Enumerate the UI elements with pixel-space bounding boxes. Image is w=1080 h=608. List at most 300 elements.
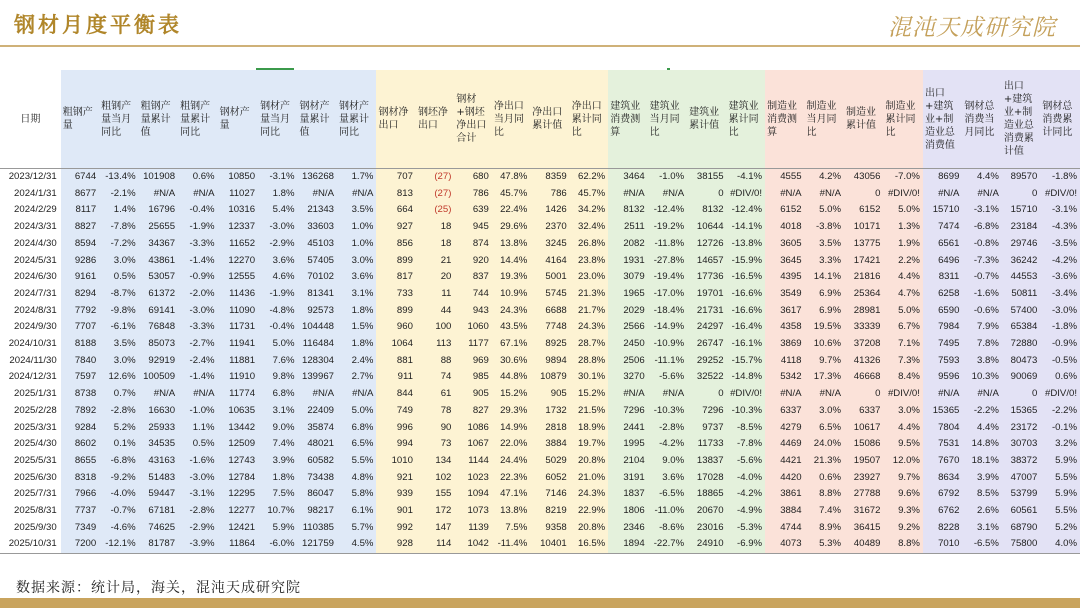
table-cell: -16.4% — [727, 319, 765, 336]
column-header: 钢材产量累计同比 — [337, 70, 376, 169]
table-cell: 6.1% — [337, 503, 376, 520]
table-cell: 50811 — [1002, 286, 1040, 303]
table-cell: 48021 — [298, 436, 337, 453]
table-cell: 4073 — [765, 536, 804, 553]
table-cell: 3.5% — [805, 236, 844, 253]
table-cell: 14.8% — [962, 436, 1001, 453]
table-cell: -6.0% — [258, 536, 297, 553]
row-date: 2025/7/31 — [0, 486, 61, 503]
table-cell: 5745 — [530, 286, 569, 303]
table-cell: #N/A — [139, 386, 178, 403]
table-cell: 786 — [530, 186, 569, 203]
table-cell: -6.1% — [99, 319, 138, 336]
table-cell: 22.0% — [492, 436, 530, 453]
table-cell: 7.9% — [962, 319, 1001, 336]
table-row — [0, 470, 1080, 487]
table-cell: -6.9% — [727, 536, 765, 553]
table-row — [0, 236, 1080, 253]
table-cell: 13.8% — [492, 236, 530, 253]
table-cell: -11.1% — [648, 353, 687, 370]
table-cell: 8.8% — [805, 486, 844, 503]
table-cell: 3079 — [608, 269, 647, 286]
table-cell: 5.0% — [883, 202, 922, 219]
table-cell: -7.2% — [99, 236, 138, 253]
table-cell: 8132 — [687, 202, 726, 219]
table-row — [0, 336, 1080, 353]
table-cell: 57405 — [298, 253, 337, 270]
table-cell: 11652 — [218, 236, 258, 253]
table-cell: 4.4% — [883, 420, 922, 437]
table-cell: -4.9% — [727, 503, 765, 520]
table-cell: 1.0% — [337, 236, 376, 253]
table-cell: 6590 — [923, 303, 962, 320]
table-cell: 9.0% — [648, 453, 687, 470]
table-row — [0, 219, 1080, 236]
table-cell: 11864 — [218, 536, 258, 553]
table-cell: -27.8% — [648, 253, 687, 270]
table-cell: 78 — [416, 403, 454, 420]
table-cell: 11 — [416, 286, 454, 303]
table-cell: 994 — [376, 436, 415, 453]
table-cell: 996 — [376, 420, 415, 437]
table-cell: 17.3% — [805, 369, 844, 386]
table-cell: 12.0% — [883, 453, 922, 470]
table-cell: -0.7% — [99, 503, 138, 520]
table-cell: 4.4% — [962, 420, 1001, 437]
table-cell: 7.3% — [883, 353, 922, 370]
table-header-row — [0, 70, 1080, 169]
table-cell: 7737 — [61, 503, 99, 520]
table-cell: 3617 — [765, 303, 804, 320]
table-cell: 24297 — [687, 319, 726, 336]
table-cell: 14657 — [687, 253, 726, 270]
table-cell: #N/A — [178, 186, 217, 203]
table-cell: -2.4% — [178, 353, 217, 370]
table-cell: 134 — [416, 453, 454, 470]
table-cell: 8602 — [61, 436, 99, 453]
table-cell: 1.8% — [258, 186, 297, 203]
table-cell: 4.5% — [337, 536, 376, 553]
table-cell: 0 — [1002, 386, 1040, 403]
table-cell: (27) — [416, 186, 454, 203]
table-cell: 1.7% — [337, 169, 376, 186]
table-cell: 3.5% — [337, 202, 376, 219]
table-cell: 3645 — [765, 253, 804, 270]
table-cell: 139967 — [298, 369, 337, 386]
table-cell: 7804 — [923, 420, 962, 437]
table-cell: 3.6% — [337, 269, 376, 286]
table-cell: 1965 — [608, 286, 647, 303]
column-header: 钢材+钢坯净出口合计 — [454, 70, 491, 169]
column-header: 钢材总消费当月同比 — [962, 70, 1001, 169]
table-cell: 8738 — [61, 386, 99, 403]
table-cell: #N/A — [178, 386, 217, 403]
table-cell: 34535 — [139, 436, 178, 453]
table-cell: 70102 — [298, 269, 337, 286]
table-cell: -7.8% — [727, 436, 765, 453]
table-cell: 1.5% — [337, 319, 376, 336]
table-cell: -11.0% — [648, 503, 687, 520]
table-cell: 11090 — [218, 303, 258, 320]
table-cell: 874 — [454, 236, 491, 253]
table-cell: 905 — [530, 386, 569, 403]
table-cell: 4.4% — [883, 269, 922, 286]
table-cell: 21.0% — [570, 470, 608, 487]
table-cell: 155 — [416, 486, 454, 503]
table-cell: -12.1% — [99, 536, 138, 553]
table-cell: 9286 — [61, 253, 99, 270]
table-cell: 98217 — [298, 503, 337, 520]
table-cell: 128304 — [298, 353, 337, 370]
table-cell: #N/A — [298, 186, 337, 203]
table-cell: 33603 — [298, 219, 337, 236]
table-cell: 30703 — [1002, 436, 1040, 453]
table-cell: 10644 — [687, 219, 726, 236]
table-cell: 9.7% — [805, 353, 844, 370]
table-cell: 817 — [376, 269, 415, 286]
table-cell: 6.5% — [805, 420, 844, 437]
table-cell: 2104 — [608, 453, 647, 470]
table-cell: 5.0% — [258, 336, 297, 353]
table-cell: 3464 — [608, 169, 647, 186]
table-cell: -18.4% — [648, 303, 687, 320]
table-cell: -9.2% — [99, 470, 138, 487]
table-cell: #N/A — [337, 386, 376, 403]
table-cell: 16796 — [139, 202, 178, 219]
table-cell: 18.1% — [962, 453, 1001, 470]
table-cell: 7010 — [923, 536, 962, 553]
table-cell: 14.1% — [805, 269, 844, 286]
row-date: 2024/7/31 — [0, 286, 61, 303]
table-cell: 80473 — [1002, 353, 1040, 370]
table-cell: 11436 — [218, 286, 258, 303]
table-cell: -3.1% — [178, 486, 217, 503]
table-cell: 15.2% — [570, 386, 608, 403]
table-cell: 147 — [416, 520, 454, 537]
table-cell: 2818 — [530, 420, 569, 437]
table-cell: 905 — [454, 386, 491, 403]
table-cell: 0 — [844, 386, 883, 403]
table-cell: -4.2% — [727, 486, 765, 503]
table-cell: -3.1% — [1040, 202, 1080, 219]
table-cell: 3270 — [608, 369, 647, 386]
table-cell: 114 — [416, 536, 454, 553]
table-cell: 3.0% — [805, 403, 844, 420]
table-cell: 3.1% — [258, 403, 297, 420]
table-cell: 23184 — [1002, 219, 1040, 236]
table-cell: 1067 — [454, 436, 491, 453]
table-cell: 744 — [454, 286, 491, 303]
table-cell: 12784 — [218, 470, 258, 487]
table-cell: 8699 — [923, 169, 962, 186]
table-cell: 81341 — [298, 286, 337, 303]
table-cell: 113 — [416, 336, 454, 353]
table-cell: 7792 — [61, 303, 99, 320]
table-cell: 899 — [376, 303, 415, 320]
table-cell: 23.0% — [570, 269, 608, 286]
table-cell: 4421 — [765, 453, 804, 470]
table-cell: 0 — [1002, 186, 1040, 203]
table-cell: -13.8% — [727, 236, 765, 253]
table-cell: 7.8% — [962, 336, 1001, 353]
table-cell: 5.0% — [805, 202, 844, 219]
table-cell: 3245 — [530, 236, 569, 253]
table-cell: 3.3% — [805, 253, 844, 270]
table-cell: 3.1% — [962, 520, 1001, 537]
row-date: 2025/2/28 — [0, 403, 61, 420]
table-cell: 7200 — [61, 536, 99, 553]
table-cell: 10.3% — [962, 369, 1001, 386]
table-cell: 1837 — [608, 486, 647, 503]
column-header: 制造业消费测算 — [765, 70, 804, 169]
table-cell: 3.5% — [99, 336, 138, 353]
table-cell: 13442 — [218, 420, 258, 437]
table-cell: -8.7% — [99, 286, 138, 303]
table-cell: 5.5% — [1040, 470, 1080, 487]
table-cell: 813 — [376, 186, 415, 203]
table-cell: 1060 — [454, 319, 491, 336]
table-cell: 856 — [376, 236, 415, 253]
table-cell: 86047 — [298, 486, 337, 503]
table-cell: 4420 — [765, 470, 804, 487]
table-cell: 92573 — [298, 303, 337, 320]
table-cell: 7984 — [923, 319, 962, 336]
table-cell: 4279 — [765, 420, 804, 437]
table-cell: 928 — [376, 536, 415, 553]
table-cell: 7296 — [608, 403, 647, 420]
table-cell: 15365 — [1002, 403, 1040, 420]
table-cell: -2.1% — [99, 186, 138, 203]
table-cell: 7597 — [61, 369, 99, 386]
table-cell: 881 — [376, 353, 415, 370]
table-cell: 69141 — [139, 303, 178, 320]
row-date: 2024/12/31 — [0, 369, 61, 386]
table-cell: 121759 — [298, 536, 337, 553]
table-cell: 73438 — [298, 470, 337, 487]
table-cell: 20670 — [687, 503, 726, 520]
table-cell: -0.9% — [1040, 336, 1080, 353]
table-cell: 911 — [376, 369, 415, 386]
table-row — [0, 536, 1080, 553]
table-cell: 22409 — [298, 403, 337, 420]
table-cell: 19.3% — [492, 269, 530, 286]
table-cell: 9284 — [61, 420, 99, 437]
table-cell: 12421 — [218, 520, 258, 537]
column-header: 钢材产量 — [218, 70, 258, 169]
table-cell: #N/A — [337, 186, 376, 203]
column-header: 出口+建筑业+制造业总消费值 — [923, 70, 962, 169]
table-cell: 17028 — [687, 470, 726, 487]
table-cell: 4.7% — [883, 286, 922, 303]
table-cell: 11910 — [218, 369, 258, 386]
table-cell: 8.8% — [883, 536, 922, 553]
table-cell: 7.1% — [883, 336, 922, 353]
table-cell: 14.9% — [492, 420, 530, 437]
table-cell: 5.5% — [1040, 503, 1080, 520]
table-cell: 7840 — [61, 353, 99, 370]
table-cell: 5.3% — [805, 536, 844, 553]
table-cell: 8228 — [923, 520, 962, 537]
table-cell: 5.9% — [1040, 453, 1080, 470]
table-cell: 8.4% — [883, 369, 922, 386]
row-date: 2025/3/31 — [0, 420, 61, 437]
table-cell: -1.6% — [178, 453, 217, 470]
table-cell: 10.7% — [258, 503, 297, 520]
table-cell: 90069 — [1002, 369, 1040, 386]
column-header: 钢材产量当月同比 — [258, 70, 297, 169]
table-cell: 6762 — [923, 503, 962, 520]
table-cell: -1.4% — [178, 253, 217, 270]
table-cell: 16.5% — [570, 536, 608, 553]
table-cell: -0.4% — [258, 319, 297, 336]
table-cell: 0.6% — [178, 169, 217, 186]
table-cell: 15.2% — [492, 386, 530, 403]
table-cell: 8594 — [61, 236, 99, 253]
table-cell: -0.1% — [1040, 420, 1080, 437]
table-cell: 3.0% — [99, 353, 138, 370]
table-cell: 21816 — [844, 269, 883, 286]
table-cell: 1023 — [454, 470, 491, 487]
table-cell: 29746 — [1002, 236, 1040, 253]
table-cell: 2566 — [608, 319, 647, 336]
table-cell: #N/A — [139, 186, 178, 203]
table-cell: 23172 — [1002, 420, 1040, 437]
table-cell: 3.2% — [1040, 436, 1080, 453]
table-cell: 1894 — [608, 536, 647, 553]
table-cell: -2.8% — [178, 503, 217, 520]
table-cell: 45.7% — [492, 186, 530, 203]
table-cell: 34367 — [139, 236, 178, 253]
table-cell: 101908 — [139, 169, 178, 186]
table-cell: 7593 — [923, 353, 962, 370]
table-cell: -2.9% — [258, 236, 297, 253]
table-cell: 8117 — [61, 202, 99, 219]
table-cell: 1.8% — [258, 470, 297, 487]
table-row — [0, 319, 1080, 336]
table-cell: -14.9% — [648, 319, 687, 336]
table-cell: #N/A — [805, 386, 844, 403]
table-cell: 9358 — [530, 520, 569, 537]
table-cell: 920 — [454, 253, 491, 270]
table-cell: -15.7% — [727, 353, 765, 370]
table-cell: 9737 — [687, 420, 726, 437]
table-cell: 92919 — [139, 353, 178, 370]
table-cell: 11027 — [218, 186, 258, 203]
table-cell: (25) — [416, 202, 454, 219]
table-cell: #N/A — [608, 386, 647, 403]
table-cell: 12726 — [687, 236, 726, 253]
table-cell: 19.7% — [570, 436, 608, 453]
table-cell: 0.6% — [805, 470, 844, 487]
table-cell: 1010 — [376, 453, 415, 470]
title-divider — [0, 45, 1080, 47]
table-cell: 1.8% — [337, 336, 376, 353]
table-cell: 0.1% — [99, 436, 138, 453]
table-cell: 5029 — [530, 453, 569, 470]
table-cell: 23016 — [687, 520, 726, 537]
table-cell: 25364 — [844, 286, 883, 303]
table-cell: 21343 — [298, 202, 337, 219]
table-cell: 37208 — [844, 336, 883, 353]
table-cell: 4.0% — [1040, 536, 1080, 553]
table-cell: -10.9% — [648, 336, 687, 353]
table-row — [0, 486, 1080, 503]
row-date: 2024/10/31 — [0, 336, 61, 353]
table-cell: -6.8% — [99, 453, 138, 470]
table-cell: -16.5% — [727, 269, 765, 286]
column-header: 制造业累计同比 — [883, 70, 922, 169]
table-cell: -11.8% — [648, 236, 687, 253]
table-cell: 5.7% — [337, 520, 376, 537]
table-cell: 26.8% — [570, 236, 608, 253]
table-cell: -0.7% — [962, 269, 1001, 286]
column-header: 净出口累计同比 — [570, 70, 608, 169]
table-cell: 8132 — [608, 202, 647, 219]
table-cell: 24.3% — [570, 486, 608, 503]
table-cell: 3549 — [765, 286, 804, 303]
table-cell: -2.8% — [99, 403, 138, 420]
table-cell: 7966 — [61, 486, 99, 503]
table-cell: 38372 — [1002, 453, 1040, 470]
table-cell: 3.1% — [337, 286, 376, 303]
table-cell: 7495 — [923, 336, 962, 353]
table-cell: 5.5% — [337, 453, 376, 470]
table-cell: -3.0% — [1040, 303, 1080, 320]
table-cell: 4469 — [765, 436, 804, 453]
table-cell: 969 — [454, 353, 491, 370]
table-row — [0, 202, 1080, 219]
table-cell: -3.4% — [1040, 286, 1080, 303]
table-cell: 10.6% — [805, 336, 844, 353]
table-cell: #N/A — [923, 186, 962, 203]
table-cell: #N/A — [648, 386, 687, 403]
table-cell: 733 — [376, 286, 415, 303]
table-cell: -11.4% — [492, 536, 530, 553]
table-cell: 10171 — [844, 219, 883, 236]
table-cell: 0.5% — [99, 269, 138, 286]
table-cell: 12295 — [218, 486, 258, 503]
table-cell: 992 — [376, 520, 415, 537]
table-cell: 6152 — [844, 202, 883, 219]
table-cell: 10401 — [530, 536, 569, 553]
table-cell: #N/A — [805, 186, 844, 203]
table-cell: 26747 — [687, 336, 726, 353]
table-cell: 3884 — [530, 436, 569, 453]
table-cell: 8188 — [61, 336, 99, 353]
table-cell: 11731 — [218, 319, 258, 336]
table-cell: -3.3% — [178, 319, 217, 336]
table-cell: 3.0% — [337, 253, 376, 270]
table-cell: 20.8% — [570, 520, 608, 537]
table-cell: #N/A — [298, 386, 337, 403]
table-cell: 6.9% — [805, 303, 844, 320]
column-header: 建筑业累计同比 — [727, 70, 765, 169]
table-cell: 18.9% — [570, 420, 608, 437]
table-cell: 13837 — [687, 453, 726, 470]
table-cell: 12270 — [218, 253, 258, 270]
table-cell: -3.0% — [258, 219, 297, 236]
table-cell: 24.3% — [570, 319, 608, 336]
table-cell: 59447 — [139, 486, 178, 503]
table-cell: 11881 — [218, 353, 258, 370]
table-cell: 47007 — [1002, 470, 1040, 487]
table-cell: 6337 — [844, 403, 883, 420]
table-cell: 921 — [376, 470, 415, 487]
table-cell: 6561 — [923, 236, 962, 253]
table-cell: 73 — [416, 436, 454, 453]
table-cell: 8318 — [61, 470, 99, 487]
table-cell: 4018 — [765, 219, 804, 236]
